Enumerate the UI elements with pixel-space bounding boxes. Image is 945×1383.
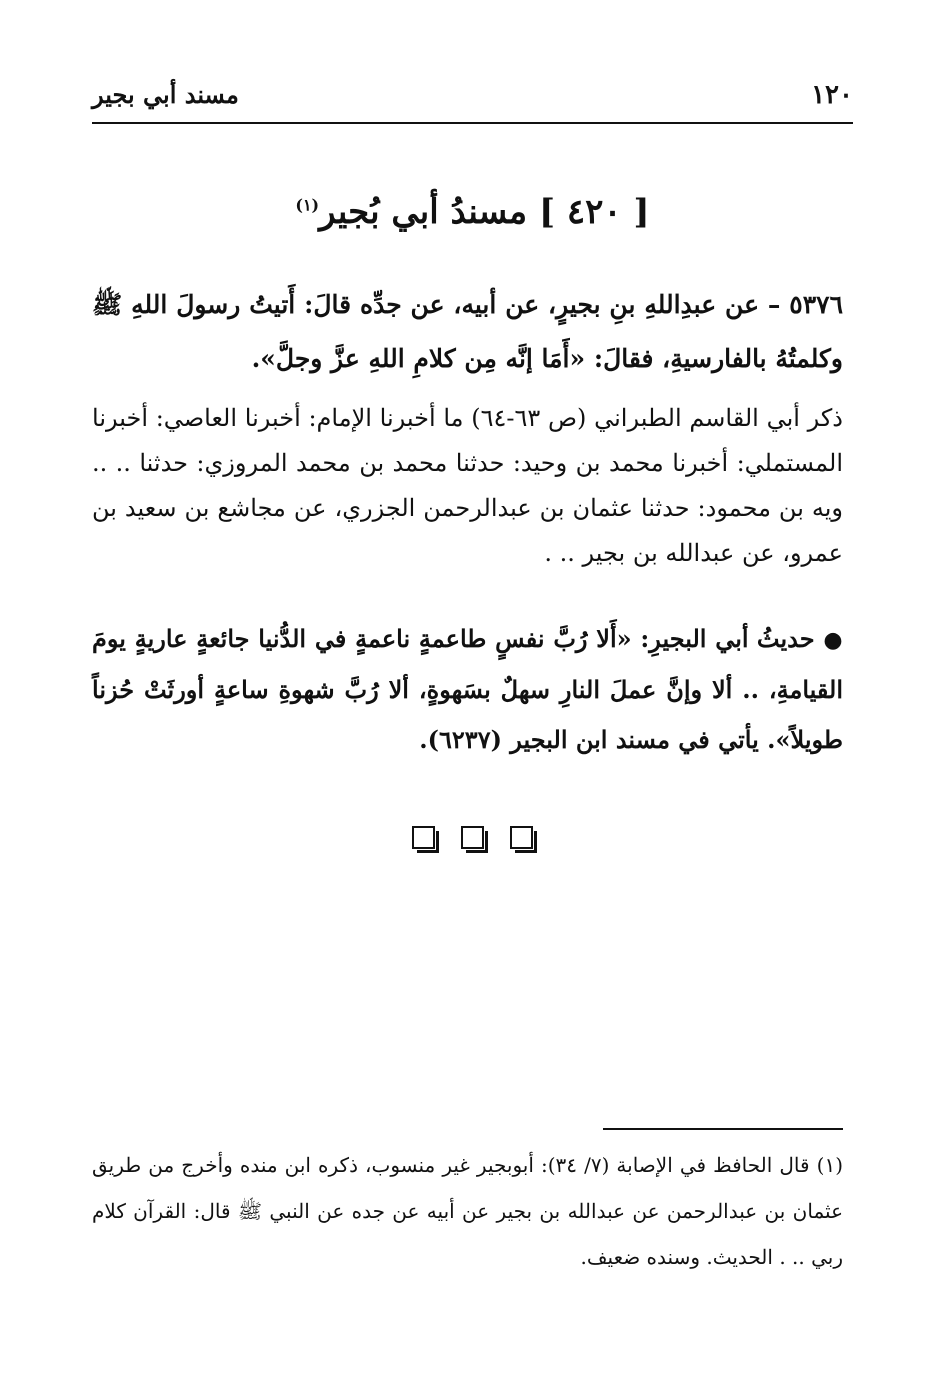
square-ornament-icon bbox=[510, 826, 533, 849]
footnote-text: (١) قال الحافظ في الإصابة (٧/ ٣٤): أبوبجير غير منسوب، ذكره ابن منده وأخرج من طريق عثمان بن عبدالرحمن عن عبدالله بن بجير عن أبيه عن جده عن النبي ﷺ قال: القرآن كلام ربي .. . الحديث. وسنده ضعيف. bbox=[92, 1153, 843, 1269]
footnote-reference: (١) bbox=[295, 195, 320, 215]
running-head-title: مسند أبي بجير bbox=[92, 80, 239, 109]
cross-reference-text: حديثُ أبي البجيرِ: «أَلا رُبَّ نفسٍ طاعمةٍ ناعمةٍ في الدُّنيا جائعةٍ عاريةٍ يومَ القيامةِ، .. ألا وإنَّ عملَ النارِ سهلٌ بسَهوةٍ، ألا رُبَّ شهوةِ ساعةٍ أورثَتْ حُزناً طويلاً». يأتي في مسند ابن البجير (٦٢٣٧). bbox=[92, 624, 843, 754]
section-title bbox=[0, 192, 945, 232]
square-ornament-icon bbox=[461, 826, 484, 849]
section-title-text: [ ٤٢٠ ] مسندُ أبي بُجير bbox=[319, 192, 650, 232]
square-ornament-icon bbox=[412, 826, 435, 849]
running-head bbox=[92, 76, 853, 120]
commentary-text: ذكر أبي القاسم الطبراني (ص ٦٣-٦٤) ما أخبرنا الإمام: أخبرنا العاصي: أخبرنا المستملي: أخبرنا محمد بن وحيد: حدثنا محمد بن محمد المروزي: حدثنا .. .. ويه بن محمود: حدثنا عثمان بن عبدالرحمن الجزري، عن مجاشع بن سعيد بن عمرو، عن عبدالله بن بجير .. . bbox=[92, 404, 843, 567]
hadith-text: ٥٣٧٦ – عن عبدِاللهِ بنِ بجيرٍ، عن أبيه، عن جدِّه قالَ: أَتيتُ رسولَ اللهِ ﷺ وكلمتُهُ بالفارسيةِ، فقالَ: «أَمَا إنَّه مِن كلامِ اللهِ عزَّ وجلَّ». bbox=[92, 290, 843, 373]
cross-reference-note bbox=[92, 614, 843, 765]
header-rule bbox=[92, 122, 853, 124]
section-separator bbox=[0, 826, 945, 853]
footnote-rule bbox=[603, 1128, 843, 1130]
bullet-icon: ● bbox=[823, 627, 843, 653]
page-number: ١٢٠ bbox=[811, 80, 853, 110]
